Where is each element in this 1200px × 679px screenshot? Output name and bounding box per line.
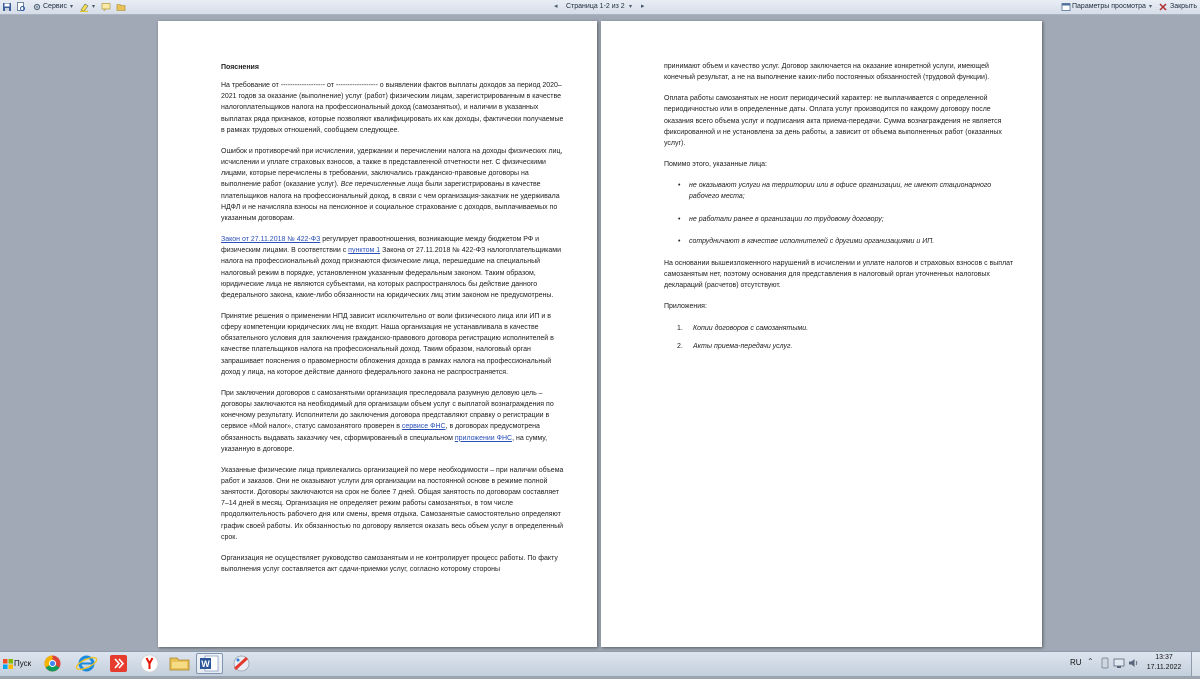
ie-taskbar-button[interactable] xyxy=(73,653,100,674)
paragraph: принимают объем и качество услуг. Договор заключается на оказание конкретной услуги, имеющей конечный результат, а не на выполнение каких-либо постоянных обязанностей (трудовой функции). xyxy=(664,63,990,82)
page-2-content xyxy=(664,61,1016,359)
close-button[interactable]: Закрыть xyxy=(1170,3,1197,10)
chevron-down-icon[interactable]: ▾ xyxy=(70,4,74,10)
paragraph xyxy=(221,234,568,301)
yandex-icon xyxy=(136,653,163,674)
document-page-2[interactable] xyxy=(601,21,1042,647)
list-item: • не оказывают услуги на территории или в офисе организации, не имеют стационарного рабочего места; xyxy=(664,180,1016,202)
folder-icon[interactable] xyxy=(116,2,126,12)
list-item: • сотрудничают в качестве исполнителей с другими организациями и ИП. xyxy=(664,236,1016,247)
text-run: При заключении договоров с самозанятыми организация преследовала разумную деловую цель – договоры заключаются на необходимый для организации объем услуг с выплатой вознаграждения по конечному результату. Исполнители до заключения договора представляют справку о регистрации в сервисе «Мой налог», статус самозанятого проверен в xyxy=(221,389,554,431)
svg-text:W: W xyxy=(201,659,210,669)
paragraph: На требование от ------------------- от ------------------ о выявлении фактов выплаты доходов за период 2020–2021 годов за оказание (выполнение) услуг (работ) физическим лицам, зарегистрированным в качестве налогоплательщиков налога на профессиональный доход (самозанятых), и наличии в указанных выплатах ряда признаков, которые позволяют квалифицировать их как доходы, фактически получаемые в рамках трудовых отношений, сообщаем следующее. xyxy=(221,82,564,134)
highlight-icon[interactable] xyxy=(79,2,91,12)
list-text: Копии договоров с самозанятыми. xyxy=(693,324,809,332)
fns-app-link[interactable]: приложении ФНС xyxy=(454,434,513,442)
paragraph xyxy=(221,388,568,455)
paragraph: Организация не осуществляет руководство самозанятым и не контролирует процесс работы. По факту выполнения услуг составляется акт сдачи-приемки услуг, согласно которому стороны xyxy=(221,554,558,574)
windows-logo-icon xyxy=(3,659,13,669)
list-item xyxy=(664,323,1016,334)
fns-service-link[interactable]: сервисе ФНС xyxy=(401,423,446,431)
paragraph: Указанные физические лица привлекались организацией по мере необходимости – при наличии объема работ и заказов. Они не оказывают услуги для организации на постоянной основе в режиме полной занятости. Договоры заключаются на срок не более 7 дней. Общая занятость по договорам составляет 7–14 дней в месяц. Организация не определяет режим работы самозанятых, в том числе продолжительность рабочего дня или смены, время отдыха. Самозанятые самостоятельно определяют график своей работы. Их обязанностью по договору является оказать весь объем услуг в определенный срок. xyxy=(221,466,564,541)
list-item: • не работали ранее в организации по трудовому договору; xyxy=(664,214,1016,225)
ie-icon xyxy=(73,653,100,674)
paragraph: На основании вышеизложенного нарушений в исчислении и уплате налогов и страховых взносов с выплат самозанятым нет, поэтому основания для представления в налоговый орган уточненных налоговых деклараций (расчетов) отсутствуют. xyxy=(664,259,1014,290)
chrome-icon xyxy=(39,653,66,674)
paint-icon xyxy=(228,653,255,674)
explorer-taskbar-button[interactable] xyxy=(166,653,193,674)
word-icon xyxy=(196,653,223,674)
start-label: Пуск xyxy=(14,659,32,668)
anydesk-icon xyxy=(105,653,132,674)
paragraph xyxy=(221,146,568,224)
start-button[interactable] xyxy=(1,654,34,673)
language-indicator[interactable]: RU xyxy=(1070,658,1082,667)
document-workspace[interactable] xyxy=(0,15,1200,651)
speaker-icon[interactable] xyxy=(1127,657,1139,669)
chrome-taskbar-button[interactable] xyxy=(39,653,66,674)
list-item xyxy=(664,341,1016,352)
page-title: Пояснения xyxy=(221,64,259,71)
chevron-down-icon[interactable]: ▾ xyxy=(92,4,96,10)
anydesk-taskbar-button[interactable] xyxy=(105,653,132,674)
paint-taskbar-button[interactable] xyxy=(228,653,255,674)
taskbar xyxy=(0,651,1200,676)
law-link[interactable]: Закон от 27.11.2018 № 422-ФЗ xyxy=(221,236,321,244)
text-run: , на сумму, указанную в договоре. xyxy=(221,434,548,453)
text-run: регулирует правоотношения, возникающие между бюджетом РФ и физическим лицами. В соответствии с xyxy=(221,236,540,255)
italic-text: Все перечисленные лица xyxy=(340,181,424,189)
next-page-icon[interactable]: ▸ xyxy=(641,3,645,10)
clock-date: 17.11.2022 xyxy=(1146,664,1182,671)
previous-page-icon[interactable]: ◂ xyxy=(554,3,558,10)
paragraph: Оплата работы самозанятых не носит периодический характер: не выплачивается с определенной периодичностью или в определенные даты. Оплата услуг производится по каждому договору после оказания всего объема услуг и подписания акта приема-передачи. Сумма вознаграждения не является фиксированной и не установлена за день работы, а зависит от объема выполненных работ (оказанных услуг). xyxy=(664,95,1002,147)
save-icon[interactable] xyxy=(2,2,12,12)
clause-link[interactable]: пунктом 1 xyxy=(348,247,381,255)
show-desktop-button[interactable] xyxy=(1191,652,1200,676)
paragraph: Принятие решения о применении НПД зависит исключительно от воли физического лица или ИП и в сферу компетенции юридических лиц не входит. Наша организация не устанавливала в качестве обязательного условия для заключения гражданско-правового договора регистрацию исполнителей в качестве плательщиков налога на профессиональный доход. Таким образом, налоговый орган запрашивает пояснения о правомерности обложения дохода в рамках налога на профессиональный доход у лица, на которое действие данного федерального закона не распространяется. xyxy=(221,312,554,376)
list-number: 2. xyxy=(677,342,683,350)
document-page-1[interactable] xyxy=(158,21,597,647)
list-text: Акты приема-передачи услуг. xyxy=(693,342,793,350)
tray-app-icon[interactable] xyxy=(1100,657,1110,669)
service-menu[interactable]: Сервис xyxy=(43,3,67,10)
text-run: были зарегистрированы в качестве плательщиков налога на профессиональный доход, в связи с чем организация-заказчик не удерживала НДФЛ и не начисляла взносы на пенсионное и социальное страхование с доходов, выплачиваемых по указанным договорам. xyxy=(221,181,560,222)
chevron-down-icon[interactable]: ▾ xyxy=(629,4,633,10)
bullet-list xyxy=(664,180,1016,247)
chevron-down-icon[interactable]: ▾ xyxy=(1149,4,1153,10)
text-run: , в договорах предусмотрена обязанность выдавать заказчику чек, сформированный в специальном xyxy=(221,423,540,442)
yandex-taskbar-button[interactable] xyxy=(136,653,163,674)
appendix-list xyxy=(664,323,1016,352)
appendix-title: Приложения: xyxy=(664,303,707,311)
clock-time: 13:37 xyxy=(1155,654,1173,661)
list-number: 1. xyxy=(677,324,683,332)
text-run: Ошибок и противоречий при исчислении, удержании и перечислении налога на доходы физических лиц, исчислении и уплате страховых взносов, а также в представленной отчетности нет. С физическими лицами, которые перечислены в требовании, заключались гражданско-правовые договоры на выполнение работ (оказание услуг). xyxy=(221,147,563,189)
network-icon[interactable] xyxy=(1113,657,1125,669)
reading-toolbar xyxy=(0,0,1200,15)
view-options-icon[interactable] xyxy=(1061,2,1071,12)
text-run: Закона от 27.11.2018 № 422-ФЗ налогоплательщиками налога на профессиональный доход признаются физические лица, перешедшие на специальный налоговый режим в порядке, установленном указанным федеральным законом. Таким образом, юридические лица не являются субъектами, на которых распространялось бы действие данного федерального закона, какие-либо обязанности на юридических лиц этим законом не предусмотрены. xyxy=(221,247,561,299)
print-preview-icon[interactable] xyxy=(16,2,26,12)
system-clock[interactable] xyxy=(1142,653,1186,673)
explorer-icon xyxy=(166,653,193,674)
tray-expand-icon[interactable]: ⌃ xyxy=(1087,657,1094,666)
view-params-button[interactable]: Параметры просмотра xyxy=(1072,3,1146,10)
close-icon[interactable] xyxy=(1158,2,1168,12)
comment-icon[interactable] xyxy=(101,2,111,12)
paragraph: Помимо этого, указанные лица: xyxy=(664,161,767,169)
tools-icon[interactable] xyxy=(32,2,42,12)
word-taskbar-button[interactable] xyxy=(196,653,223,674)
page-indicator[interactable]: Страница 1-2 из 2 xyxy=(566,3,625,10)
page-1-content xyxy=(221,62,568,585)
